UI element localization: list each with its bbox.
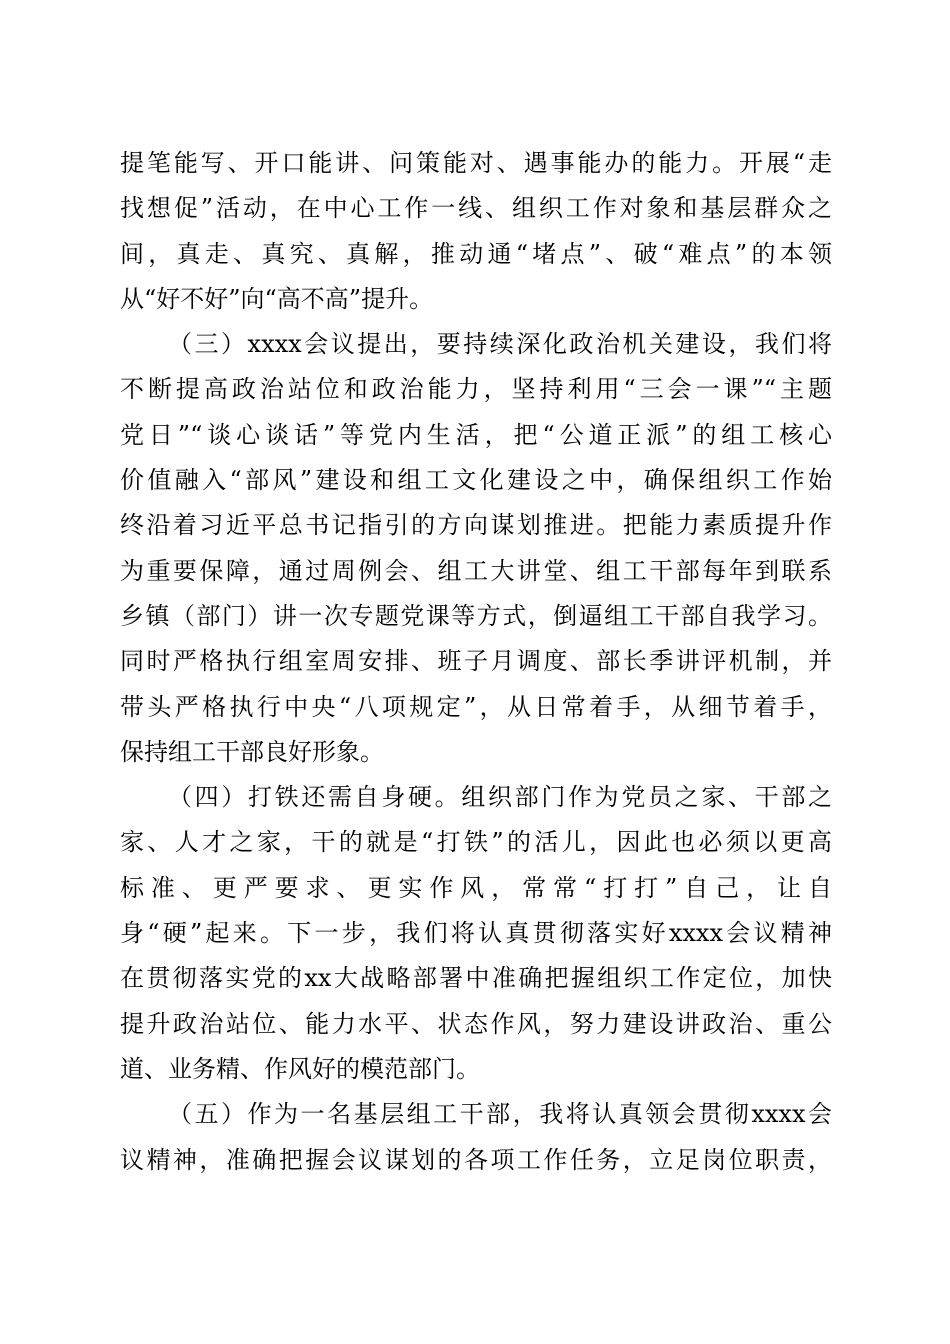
text-line: （四）打铁还需自身硬。组织部门作为党员之家、干部之: [168, 783, 832, 812]
text-line: 在贯彻落实党的xx大战略部署中准确把握组织工作定位，加快: [120, 964, 832, 993]
text-line: 价值融入“部风”建设和组工文化建设之中，确保组织工作始: [120, 466, 832, 495]
text-line: 保持组工干部良好形象。: [120, 737, 384, 766]
text-line: 为重要保障，通过周例会、组工大讲堂、组工干部每年到联系: [120, 556, 832, 585]
text-line: 家、人才之家，干的就是“打铁”的活儿，因此也必须以更高: [120, 828, 832, 857]
text-line: 间，真走、真究、真解，推动通“堵点”、破“难点”的本领: [120, 239, 832, 268]
text-line: 找想促”活动，在中心工作一线、组织工作对象和基层群众之: [120, 194, 832, 223]
text-line: 议精神，准确把握会议谋划的各项工作任务，立足岗位职责，: [120, 1145, 832, 1174]
document-body: [120, 141, 832, 1183]
text-line: （三）xxxx会议提出，要持续深化政治机关建设，我们将: [168, 330, 832, 359]
text-line: 乡镇（部门）讲一次专题党课等方式，倒逼组工干部自我学习。: [120, 601, 832, 630]
text-line: 从“好不好”向“高不高”提升。: [120, 284, 434, 313]
text-line: 身“硬”起来。下一步，我们将认真贯彻落实好xxxx会议精神: [120, 919, 832, 948]
paragraph-three: [120, 322, 832, 775]
text-line: 党日”“谈心谈话”等党内生活，把“公道正派”的组工核心: [120, 420, 832, 449]
text-line: 同时严格执行组室周安排、班子月调度、部长季讲评机制，并: [120, 647, 832, 676]
paragraph-four: [120, 775, 832, 1092]
text-line: 带头严格执行中央“八项规定”，从日常着手，从细节着手，: [120, 692, 832, 721]
text-line: 终沿着习近平总书记指引的方向谋划推进。把能力素质提升作: [120, 511, 832, 540]
text-line: 提升政治站位、能力水平、状态作风，努力建设讲政治、重公: [120, 1009, 832, 1038]
text-line: 不断提高政治站位和政治能力，坚持利用“三会一课”“主题: [120, 375, 832, 404]
text-line: （五）作为一名基层组工干部，我将认真领会贯彻xxxx会: [168, 1100, 832, 1129]
text-line: 道、业务精、作风好的模范部门。: [120, 1054, 480, 1083]
text-line: 标准、更严要求、更实作风，常常“打打”自己，让自: [120, 873, 832, 902]
paragraph-five: [120, 1092, 832, 1183]
paragraph-continuation: [120, 141, 832, 322]
text-line: 提笔能写、开口能讲、问策能对、遇事能办的能力。开展“走: [120, 149, 832, 177]
